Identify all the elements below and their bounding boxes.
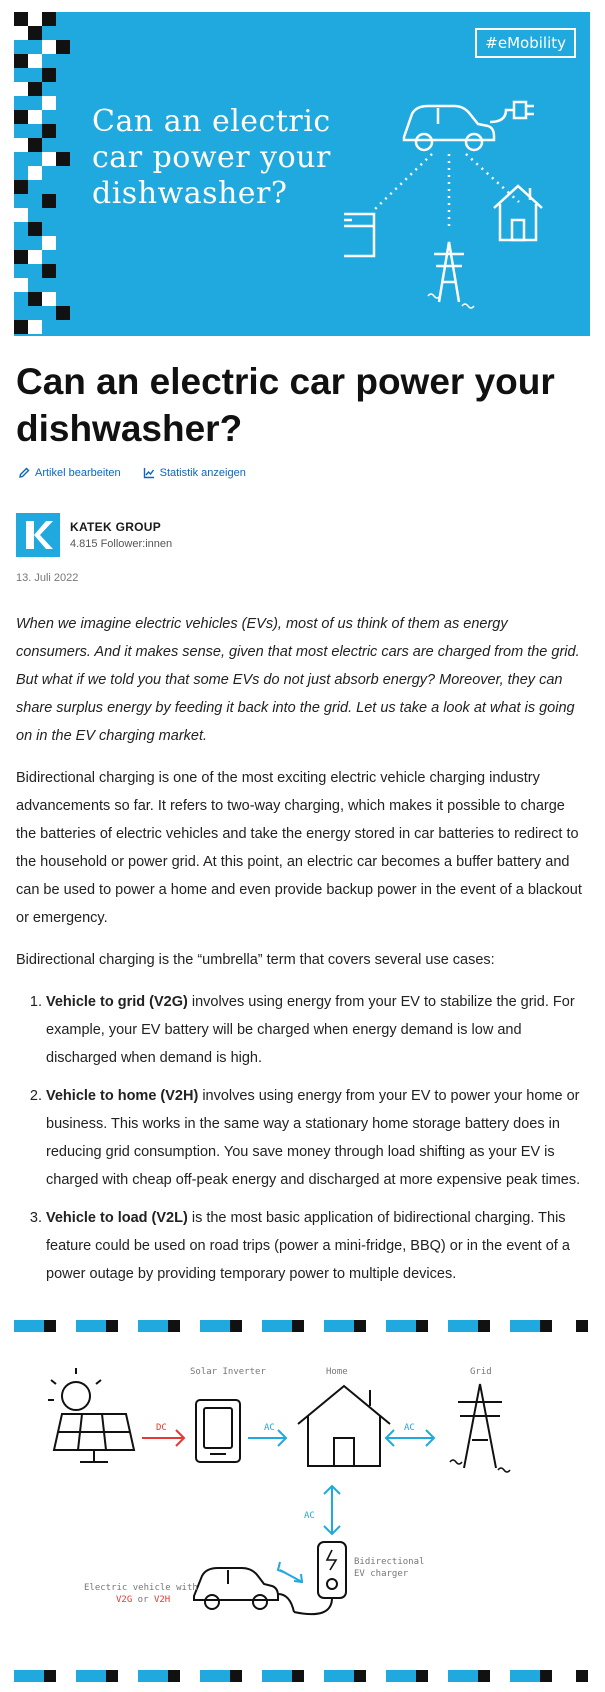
dc-label: DC <box>156 1423 167 1433</box>
ev-label-line1: Electric vehicle with <box>84 1583 198 1593</box>
plug-icon <box>490 102 534 122</box>
decorative-stripe <box>14 1318 590 1334</box>
bidirectional-charging-diagram <box>14 1350 590 1650</box>
article-actions <box>18 467 246 479</box>
ac-label-2: AC <box>404 1423 415 1433</box>
car-icon <box>404 106 494 150</box>
publish-date: 13. Juli 2022 <box>16 572 79 584</box>
decorative-stripe <box>14 1668 590 1684</box>
ev-v2g-label: V2G <box>116 1595 133 1605</box>
inverter-icon <box>196 1400 240 1462</box>
author-name[interactable]: KATEK GROUP <box>70 520 162 534</box>
home-label: Home <box>326 1367 348 1377</box>
list-item-title: Vehicle to load (V2L) <box>46 1210 188 1226</box>
list-item <box>46 1082 586 1194</box>
author-block[interactable] <box>16 513 172 557</box>
use-case-list <box>16 988 586 1288</box>
chart-icon <box>143 467 155 479</box>
grid-tower-icon <box>450 1384 510 1472</box>
dishwasher-icon <box>344 214 374 256</box>
intro-paragraph: When we imagine electric vehicles (EVs), most of us think of them as energy consumers. And it makes sense, given that most electric cars are charged from the grid. But what if we told you that some EVs do not just absorb energy? Moreover, they can share surplus energy by feeding it back into the grid. Let us take a look at what is going on in the EV charging market. <box>16 616 580 744</box>
edit-article-link[interactable] <box>18 467 121 479</box>
house-icon <box>494 186 542 240</box>
list-item-title: Vehicle to home (V2H) <box>46 1088 199 1104</box>
ac-label-1: AC <box>264 1423 275 1433</box>
power-tower-icon <box>428 242 474 308</box>
home-icon <box>298 1386 390 1466</box>
hero-illustration <box>344 82 584 322</box>
hero-title: Can an electric car power your dishwasher? <box>92 104 331 211</box>
view-stats-link[interactable] <box>143 467 246 479</box>
edit-article-label: Artikel bearbeiten <box>35 467 121 479</box>
list-item-text: involves using energy from your EV to stabilize the grid. For example, your EV battery will be charged when energy demand is low and discharged when demand is high. <box>46 994 575 1066</box>
list-item-title: Vehicle to grid (V2G) <box>46 994 188 1010</box>
hero-banner <box>14 12 590 336</box>
ev-v2h-label: V2H <box>153 1595 171 1605</box>
ac-label-3: AC <box>304 1511 315 1521</box>
solar-panel-icon <box>48 1368 134 1462</box>
hashtag-badge[interactable]: #eMobility <box>475 28 576 58</box>
article-title: Can an electric car power your dishwasher? <box>16 361 555 449</box>
grid-label: Grid <box>470 1367 492 1377</box>
list-item <box>46 988 586 1072</box>
list-item <box>46 1204 586 1288</box>
list-item-text: is the most basic application of bidirectional charging. This feature could be used on road trips (power a mini-fridge, BBQ) or in the event of a power outage by providing temporary power to multiple devices. <box>46 1210 570 1282</box>
katek-logo-icon <box>21 518 55 552</box>
ac-vertical-arrow <box>324 1486 340 1534</box>
article-body <box>16 610 586 1298</box>
body-paragraph: Bidirectional charging is one of the most exciting electric vehicle charging industry advancements so far. It refers to two-way charging, which makes it possible to charge the batteries of electric vehicles and take the energy stored in car batteries to redirect to the household or power grid. At this point, an electric car becomes a buffer battery and can be used to power a home and even provide backup power in the event of a blackout or emergency. <box>16 770 582 926</box>
company-logo[interactable] <box>16 513 60 557</box>
view-stats-label: Statistik anzeigen <box>159 467 246 479</box>
ev-label-line2 <box>116 1595 170 1605</box>
checker-pattern <box>14 12 84 336</box>
follower-count: 4.815 Follower:innen <box>70 538 173 550</box>
electric-car-icon <box>194 1568 294 1612</box>
ev-or-label: or <box>132 1595 154 1605</box>
charger-label-line1: Bidirectional <box>354 1557 425 1567</box>
inverter-label: Solar Inverter <box>190 1367 266 1377</box>
pencil-icon <box>18 467 30 479</box>
list-item-text: involves using energy from your EV to power your home or business. This works in the same way a stationary home storage battery does in reducing grid consumption. You save money through load shifting as your EV is charged with cheap off-peak energy and discharged at more expensive peak times. <box>46 1088 581 1188</box>
body-paragraph: Bidirectional charging is the “umbrella” term that covers several use cases: <box>16 952 495 968</box>
ev-two-way-arrow <box>278 1562 302 1582</box>
charger-label-line2: EV charger <box>354 1569 409 1579</box>
author-info <box>70 520 172 550</box>
